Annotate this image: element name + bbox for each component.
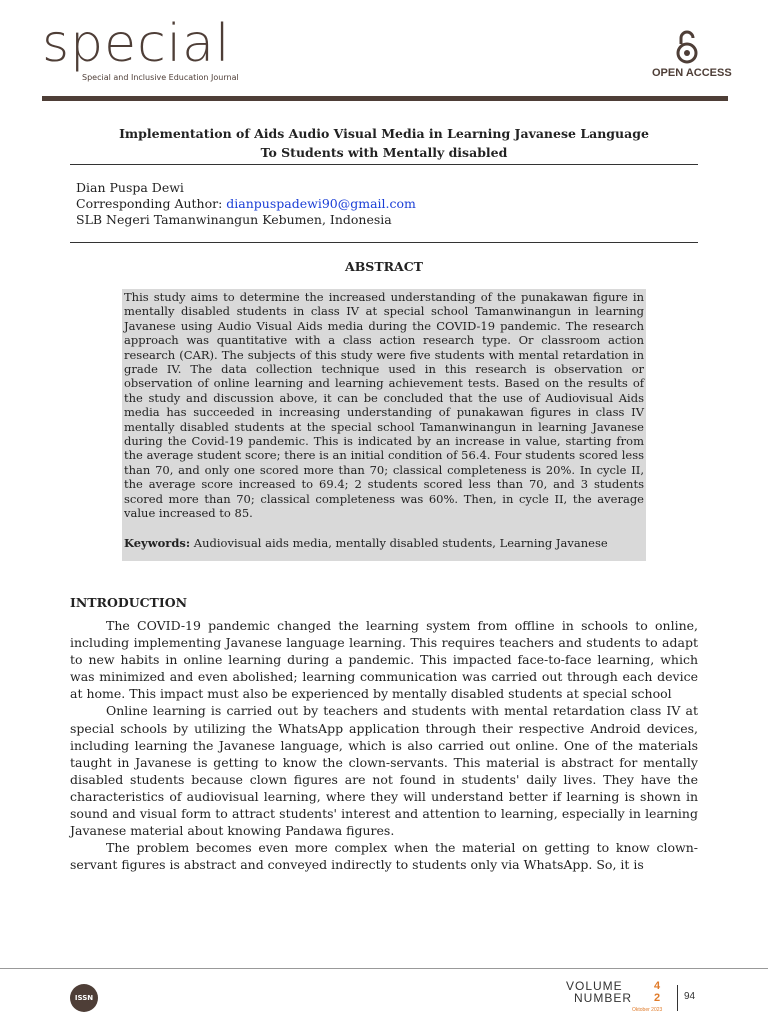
volume-value: 4 [654, 980, 661, 992]
corresponding-label: Corresponding Author: [76, 196, 227, 211]
number-word: NUMBER [574, 991, 633, 1005]
title-line-2: To Students with Mentally disabled [260, 145, 508, 160]
corresponding-author [76, 196, 416, 212]
keywords-label: Keywords: [124, 535, 191, 550]
author-divider [70, 242, 698, 243]
paragraph: Online learning is carried out by teachers and students with mental retardation class IV at special schools by utilizing the WhatsApp application through their respective Android devices, including learning the Javanese language, which is also carried out online. One of the materials taught in Javanese is getting to know the clown-servants. This material is abstract for mentally disabled students because clown figures are not found in students' daily lives. They have the characteristics of audiovisual learning, where they will understand better if learning is shown in sound and visual form to attract students' interest and attention to learning, especially in learning Javanese material about knowing Pandawa figures. [70, 703, 698, 839]
footer-divider [0, 968, 768, 969]
keywords-list: Audiovisual aids media, mentally disabled students, Learning Javanese [190, 535, 608, 550]
open-access-label: OPEN ACCESS [652, 67, 732, 79]
volume-word: VOLUME [566, 979, 623, 993]
abstract-heading: ABSTRACT [345, 259, 423, 274]
journal-header [0, 0, 768, 100]
header-divider [42, 96, 728, 101]
issn-badge: ISSN [70, 984, 98, 1012]
journal-subtitle: Special and Inclusive Education Journal [82, 73, 239, 82]
introduction-heading: INTRODUCTION [70, 595, 188, 610]
paragraph: The problem becomes even more complex when the material on getting to know clown-servant figures is abstract and conveyed indirectly to students only via WhatsApp. So, it is [70, 840, 698, 873]
author-email-link[interactable]: dianpuspadewi90@gmail.com [226, 196, 416, 211]
paragraph: The COVID-19 pandemic changed the learning system from offline in schools to online, including implementing Javanese language learning. This requires teachers and students to adapt to new habits in online learning during a pandemic. This impacted face-to-face learning, which was minimized and even abolished; learning communication was carried out through each device at home. This impact must also be experienced by mentally disabled students at special school [70, 618, 698, 702]
footer-separator [677, 985, 678, 1011]
title-line-1: Implementation of Aids Audio Visual Media in Learning Javanese Language [119, 126, 649, 141]
page-number: 94 [684, 991, 696, 1002]
open-access-lock-icon [675, 30, 699, 64]
article-title [70, 124, 698, 162]
keywords [124, 536, 644, 550]
author-affiliation: SLB Negeri Tamanwinangun Kebumen, Indonesia [76, 212, 392, 227]
volume-number-block [566, 980, 676, 1016]
abstract-text: This study aims to determine the increased understanding of the punakawan figure in mentally disabled students in class IV at special school Tamanwinangun in learning Javanese using Audio Visual Aids media during the COVID-19 pandemic. The research approach was quantitative with a class action research type. Or classroom action research (CAR). The subjects of this study were five students with mental retardation in grade IV. The data collection technique used in this research is observation or observation of online learning and learning achievement tests. Based on the results of the study and discussion above, it can be concluded that the use of Audiovisual Aids media has succeeded in increasing understanding of punakawan figures in class IV mentally disabled students at the special school Tamanwinangun in learning Javanese during the Covid-19 pandemic. This is indicated by an increase in value, starting from the average student score; there is an initial condition of 56.4. Four students scored less than 70, and only one scored more than 70; classical completeness is 20%. In cycle II, the average score increased to 69.4; 2 students scored less than 70, and 3 students scored more than 70; classical completeness was 60%. Then, in cycle II, the average value increased to 85. [124, 290, 644, 521]
number-value: 2 [654, 992, 661, 1004]
journal-logo: special [42, 14, 231, 74]
issue-date: Oktober 2023 [632, 1007, 663, 1013]
title-divider [70, 164, 698, 165]
introduction-body [70, 617, 698, 873]
abstract-box [122, 289, 646, 561]
author-name: Dian Puspa Dewi [76, 180, 184, 195]
author-block [76, 180, 416, 228]
